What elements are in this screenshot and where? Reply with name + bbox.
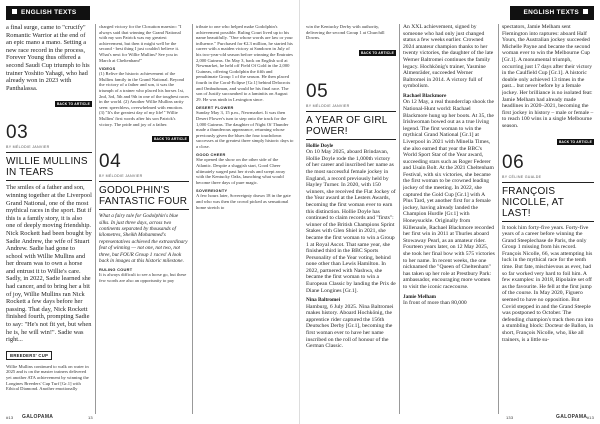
footer-page-number: 133 <box>506 415 514 420</box>
footer-page-number: 13 <box>88 415 93 420</box>
article-body: It is always difficult to see a horse go, but these few words are also an opportunity to pay <box>99 272 187 283</box>
article-body: In front of more than 80,000 <box>403 299 467 306</box>
box-heading: BREEDERS' CUP <box>6 351 52 360</box>
right-column-3 <box>502 24 594 414</box>
left-column-2 <box>99 24 189 414</box>
subheading: Hollie Doyle <box>306 142 334 149</box>
article-title: FRANÇOIS NICOLLE, AT LAST! <box>502 185 564 219</box>
right-column-2 <box>403 24 495 414</box>
left-column-3 <box>196 24 294 414</box>
box-body: Willie Mullins continued to walk on water in 2025 and is on the master trainers delivered yet another ATA achievement by winning the Longines Breeders' Cup Turf [Gr.1] with Ethical Diamond. Another emotionally <box>6 363 89 392</box>
subheading: Rachael Blackmore <box>403 92 447 99</box>
divider <box>306 111 396 112</box>
back-to-article-button[interactable]: BACK TO ARTICLE <box>558 139 592 144</box>
article-number: 03 <box>6 122 29 144</box>
videos-heading: VIDEOS <box>99 66 116 72</box>
right-page <box>300 0 600 424</box>
article-number: 06 <box>502 151 525 173</box>
column-rule <box>498 24 499 414</box>
divider <box>306 139 396 140</box>
article-body: win the Kentucky Derby with authority, delivering the second Group 1 at Churchill Downs. <box>306 24 385 41</box>
divider <box>99 181 189 182</box>
section-header-right <box>510 6 594 20</box>
divider <box>502 221 594 222</box>
article-body: A few hours later, Sovereignty drawn 18 in the gate and who was then the crowd picked as sensational home stretch to <box>196 193 291 210</box>
magazine-logo: GALOPAMA <box>556 414 588 420</box>
article-body: She opened the show on the other side of the Atlantic. Despite a sluggish start, Good Cheer ultimately surged past her rivals and swept away with the Kentucky Oaks, launching what would become three days of pure magic. <box>196 157 286 185</box>
article-body: On 10 May 2025, aboard Brindavan, Hollie Doyle rode the 1,000th victory of her career and inscribed her name as the most successful female jockey in England, a record previously held by Hayley Turner. In 2020, with 150 winners, she received the Flat Jockey of the Year award at the Lesters Awards, becoming the first woman ever to earn this distinction. Hollie Doyle has continued to claim records and "firsts": winner of the British Champions Sprint Stakes with Glen Shiel in 2021, she became the first woman to win a Group 1 at Royal Ascot. That same year, she finished third in the BBC Sports Personality of the Year voting, behind none other than Lewis Hamilton. In 2022, partnered with Nashwa, she became the first woman to win a European Classic by landing the Prix de Diane Longines [Gr.1]. <box>306 149 396 294</box>
right-column-1 <box>306 24 396 414</box>
magazine-logo: GALOPAMA <box>22 414 54 420</box>
article-body: Hamburg, 6 July 2025. Nina Baltromei makes history. Aboard Hochkönig, the apprentice rider captured the 156th Deutsches Derby [Gr.1], becoming the first woman ever to have her name inscribed on the roll of honour of the German Classic. <box>306 303 394 350</box>
article-title: WILLIE MULLINS IN TEARS <box>6 156 88 179</box>
back-to-article-button[interactable]: BACK TO ARTICLE <box>153 137 187 142</box>
divider <box>502 182 594 183</box>
section-header-label: ENGLISH TEXTS <box>523 9 579 16</box>
article-body: tribute to one who helped make Godolphin's achievement possible. Ruling Court lived up to his name beautifully. "One whose words are law or your influence." Purchased for €2.3 million, he started his career with a maiden victory at Sandown in July of his two-year-old season before winning the Emirates 2,000 Guineas. On May 3, back on English soil at Newmarket, he held off Field Of Gold in the 2,000 Guineas, offering Godolphin the fifth and penultimate Group 1 of the season. He then placed fourth in the Coral-Eclipse [Gr.1] behind Delacroix and Ombudsman, and would be his final race. The son of Justify succumbed to a laminitis on August 29. He was ninth in Lexington since. <box>196 24 293 102</box>
article-intro: a final surge, came to "crucify" Romantic Warrior at the end of an epic mano a mano. Setting a new race record in the process, Forever Young thus offered a second Saudi Cup triumph to his trainer Yoshito Yahagi, who had already won in 2023 with Panthalassa. <box>6 24 90 92</box>
byline: BY MÉLODIE JANVIER <box>99 174 143 179</box>
article-body: charged victory for the Closutton maestro: "I always said that winning the Grand National with my son Patrick was my greatest achievement, but then it might well be the second - best thing I just couldn't believe it. What's next for Willie Mullins? See you in March at Cheltenham!" <box>99 24 182 63</box>
subheading: GOOD CHEER <box>196 152 226 158</box>
article-standfirst: What a fairy tale for Godolphin's blue silks. In just three days, across two continents separated by thousands of kilometres, Sheikh Mohammed's representatives achieved the extraordinary feat of winning — not one, not two, not three, but FOUR Group 1 races! A look back in images at this historic milestone. <box>99 213 188 264</box>
article-body: On 12 May, a real thunderclap shook the National-Hunt world: Rachael Blackmore hung up her boots. At 35, the Irishwoman bowed out as a true living legend. The first woman to win the mythical Grand National [Gr.1] at Liverpool in 2021 with Minella Times, she also earned that year the BBC's World Sport Star of the Year award, succeeding stars such as Roger Federer and Usain Bolt. At the 2021 Cheltenham Festival, with six victories, she became the first woman to be crowned leading jockey of the meeting. In 2022, she captured the Gold Cup [Gr.1] with A Plus Tard, yet another first for a female jockey, having already landed the Champion Hurdle [Gr.1] with Honeysuckle. Originally from Killenaule, Rachael Blackmore recorded her first win in 2011 at Thurles aboard Stowaway Pearl, as an amateur rider. Fourteen years later, on 12 May 2025, she took her final bow with 575 victories to her name. In recent weeks, the one nicknamed the "Queen of Cheltenham" has taken up her role at Prestbury Park: ambassador, encouraging more women to visit the iconic racecourse. <box>403 99 495 290</box>
article-body: It took him forty-five years. Forty-five years of a career before winning the Grand Steeplechase de Paris, the only Group 1 missing from his record. François Nicolle, 66, was attempting his luck in the mythical race for the tenth time. But fate, mischievous as ever, had so far worked very hard to foil him. A few examples: in 2018, Bipolaire set off as the favourite. He fell at the first jump of the course. In May 2020, Figuero seemed to have no opposition. But Covid stepped in and the Grand Steeple was postponed to October. The defending champion's track then ran into a stumbling block: Docteur de Ballon, in short, François Nicolle, who, like all trainers, is a little su- <box>502 224 594 343</box>
subheading: SOVEREIGNTY <box>196 188 228 194</box>
videos-body: (1) Relive the historic achievement of the Mullins family in the Grand National. Beyond the victory of a father and son, it was the triumph of a trainer who placed his horses 1st, 2nd, 3rd, 5th and 9th in one of the toughest races in the world. (2) Another Willie Mullins rarity seen: speechless, overwhelmed with emotion. (3) "It's the greatest day of my life!" Willie Mullins' first words after his son Patrick's victory. The pride and joy of a father. <box>99 71 189 127</box>
section-header-label: ENGLISH TEXTS <box>21 9 77 16</box>
article-body: The smiles of a father and son, winning together at the Liverpool Grand National, one of the most mythical races in the sport. But if this is a family story, it is also one of deeply moving friendship. Nick Rockett had been bought by Sadie Andrew, the wife of Stuart Andrew. Sadie had gone to school with Willie Mullins and her dream was to own a horse and entrust it to Willie's care. Sadly, in 2022, Sadie learned she had cancer, and to bring her a bit of joy, Willie Mullins ran Nick Rockett a few days before her passing. That day, Nick Rockett finished fourth, prompting Sadie to say: "He's not fit yet, but when he is, he will win!". Sadie was right... <box>6 184 92 344</box>
subheading: DESERT FLOWER <box>196 105 234 111</box>
square-bullet-icon <box>583 9 588 14</box>
article-title: GODOLPHIN'S FANTASTIC FOUR <box>99 185 188 208</box>
byline: BY MÉLODIE JANVIER <box>306 103 350 108</box>
back-to-article-button[interactable]: BACK TO ARTICLE <box>56 102 90 107</box>
divider <box>6 152 92 153</box>
column-rule <box>192 24 193 414</box>
article-body: Sunday May 3, 15 p.m., Newmarket. It was then Desert Flower's turn to step onto the track for the 1,000 Guineas. The daughter of Night Of Thunder made a thunderous appearance, returning whose previously given the blues the four touchdown successes at the greatest three simply historic days to a close. <box>196 110 294 149</box>
footer-issue: #13 <box>586 415 594 420</box>
back-to-article-button[interactable]: BACK TO ARTICLE <box>360 50 394 55</box>
article-body: An XXL achievement, signed by someone who had only just changed status a few weeks earlier. Crowned 2024 amateur champion thanks to her twenty victories, the daughter of the late Werner Baltromei continues the family legacy. Hochkönig's trainer, Yasmine Almenräder, succeeded Werner Baltromei in 2014. A victory full of symbolism. <box>403 24 494 90</box>
left-column-1 <box>6 24 92 414</box>
article-body: spectators, Jamie Melham sent Flemington into raptures: aboard Half Yours, the Australian jockey succeeded Michelle Payne and became the second woman ever to win the Melbourne Cup [Gr.1]. A monumental triumph, occurring just 17 days after their victory in the Caulfield Cup [Gr.1]. A historic double only achieved 13 times in the past... but never before by a female jockey. Her brilliance is no isolated feat: Jamie Melham had already made headlines in 2020–2021, becoming the first jockey in history – male or female – to reach 100 wins in a single Melbourne season. <box>502 24 594 129</box>
section-header-left <box>6 6 90 20</box>
article-title: A YEAR OF GIRL POWER! <box>306 114 388 137</box>
byline: BY MÉLODIE JANVIER <box>6 145 50 150</box>
subheading: Nina Baltromei <box>306 297 341 304</box>
subheading: RULING COURT <box>99 267 133 273</box>
square-bullet-icon <box>12 9 17 14</box>
article-number: 05 <box>306 80 329 102</box>
column-rule <box>95 24 96 414</box>
subheading: Jamie Melham <box>403 293 436 300</box>
divider <box>6 180 92 181</box>
article-number: 04 <box>99 151 122 173</box>
footer-issue: #13 <box>6 415 14 420</box>
byline: BY CÉLINE GUALDE <box>502 174 542 179</box>
column-rule <box>399 24 400 414</box>
divider <box>99 209 189 210</box>
